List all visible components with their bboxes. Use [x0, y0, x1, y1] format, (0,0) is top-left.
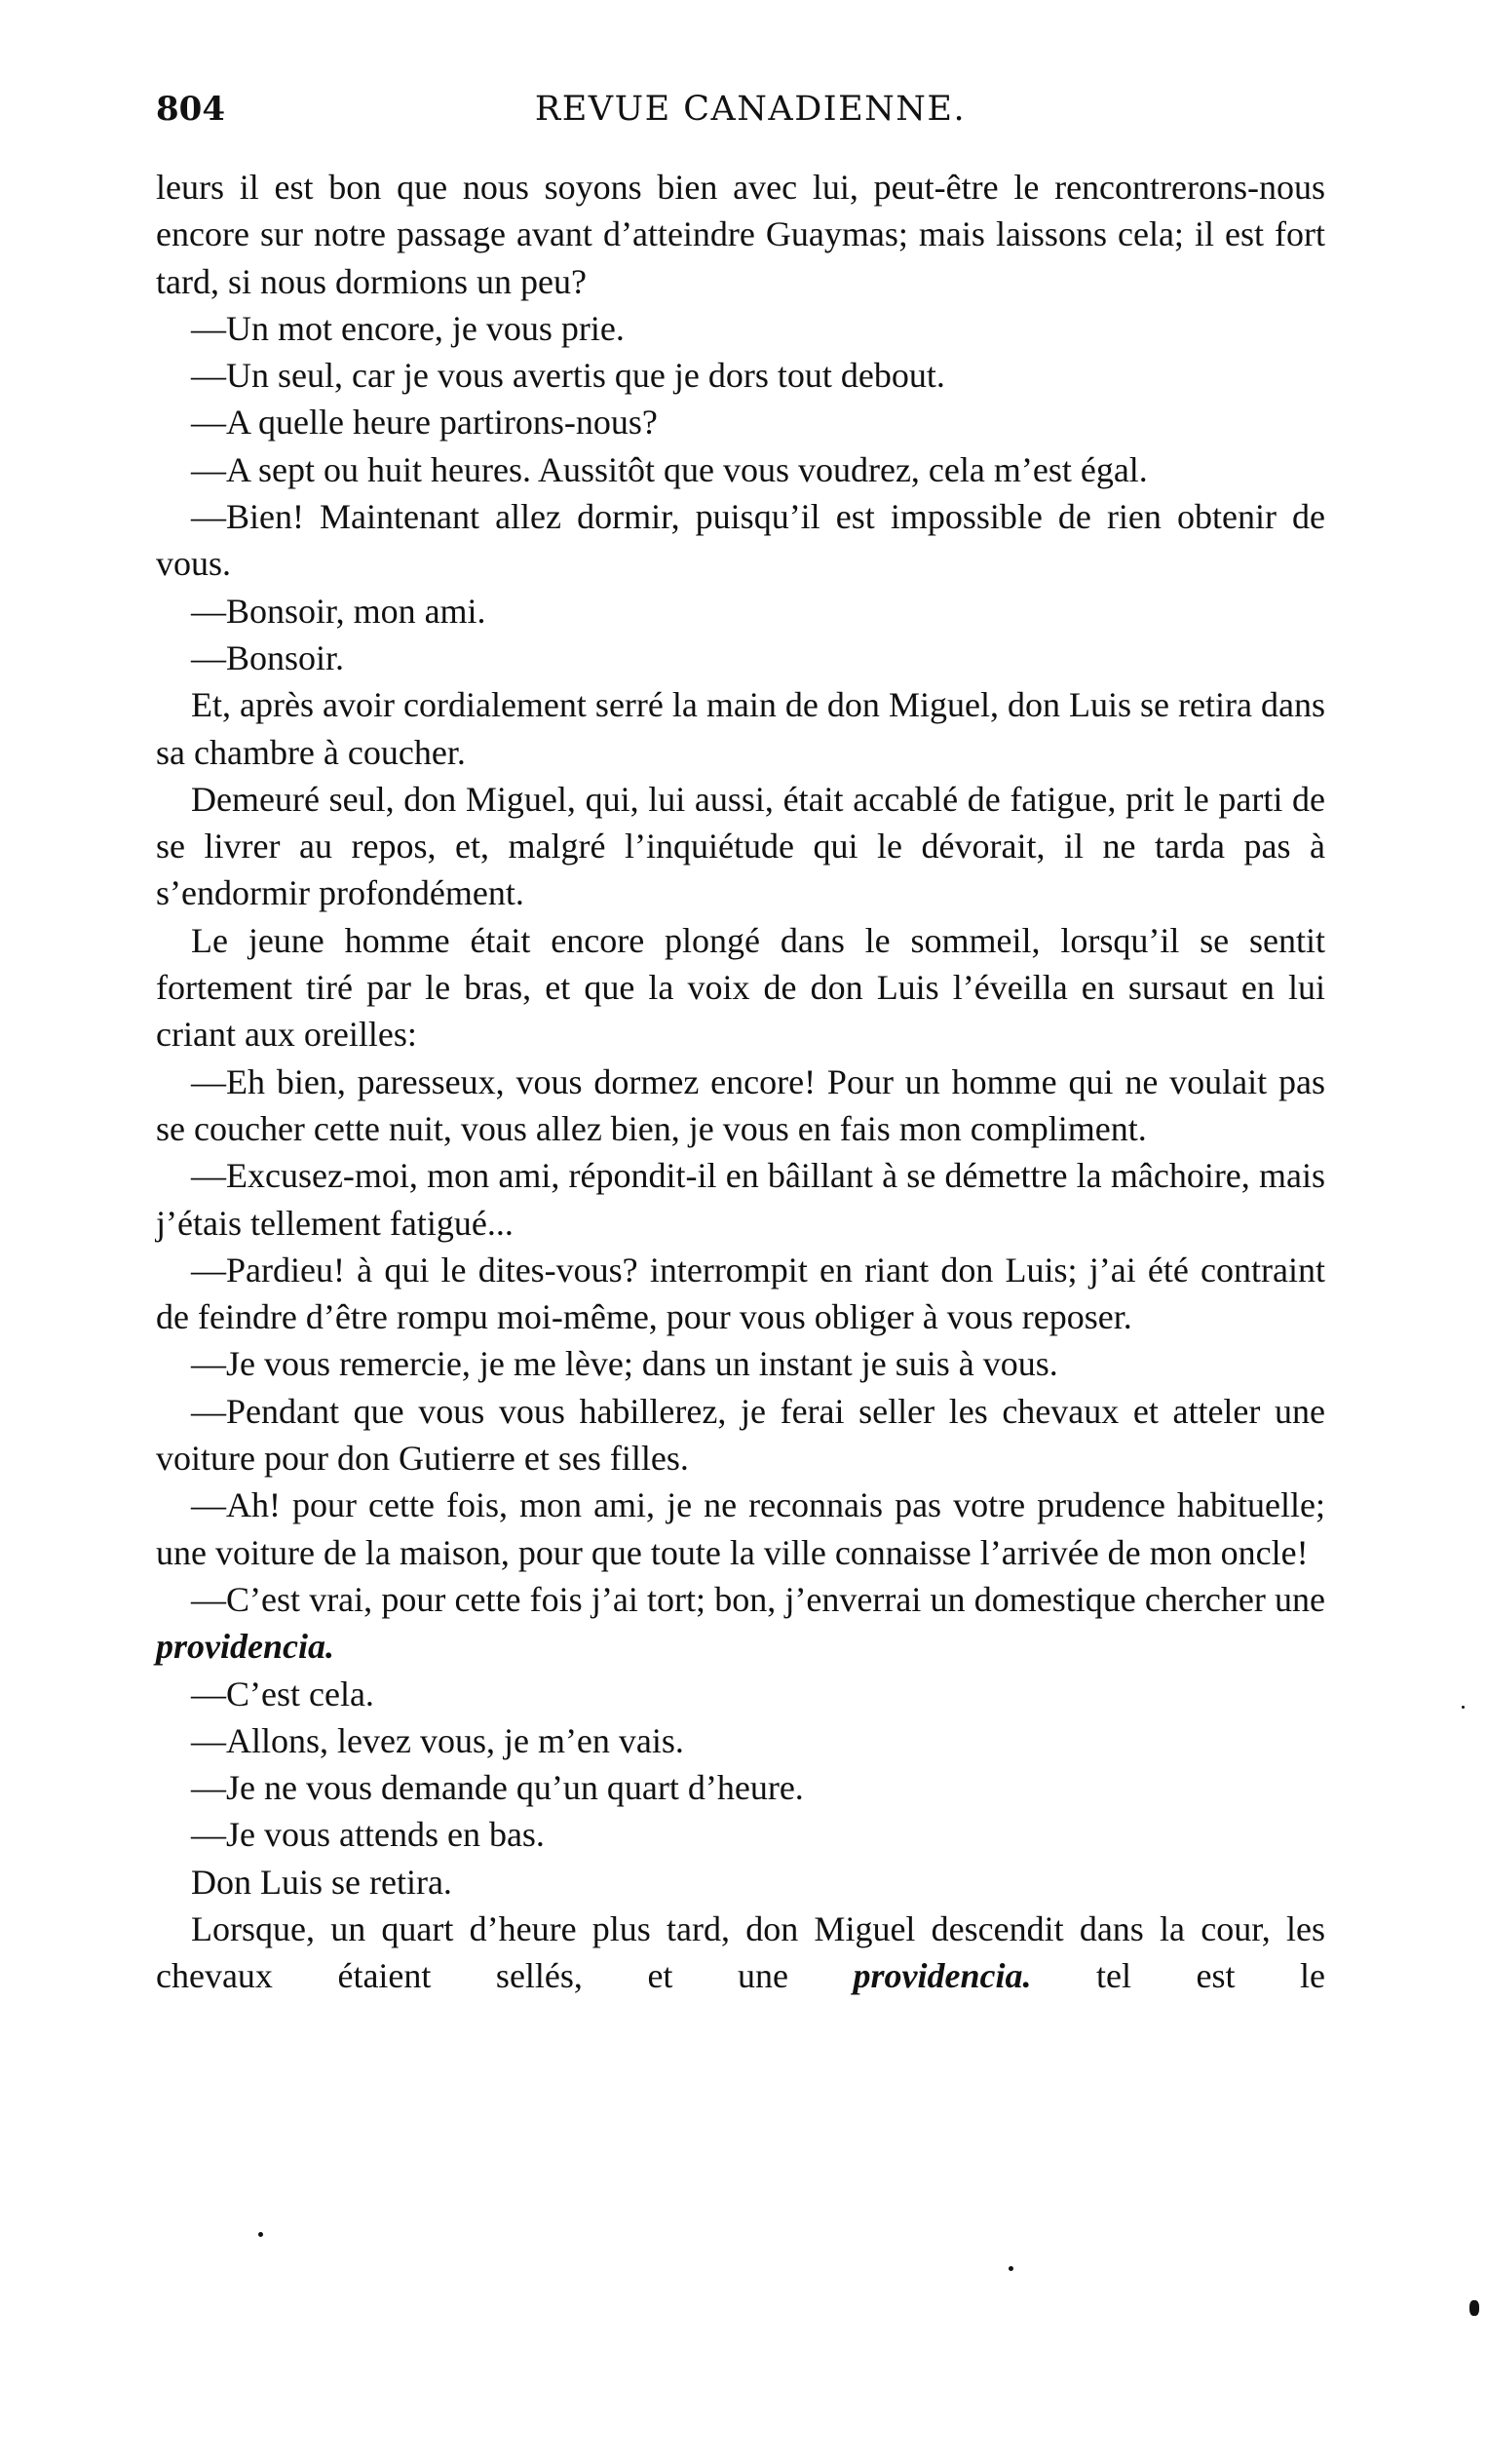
dialogue-line: —A sept ou huit heures. Aussitôt que vous voudrez, cela m’est égal.: [191, 449, 1148, 489]
dialogue-line: —Pendant que vous vous habillerez, je ferai seller les chevaux et atteler une voiture pour don Gutierre et ses filles.: [156, 1391, 1325, 1479]
paragraph: Et, après avoir cordialement serré la main de don Miguel, don Luis se retira dans sa chambre à coucher.: [156, 685, 1325, 772]
dialogue-line: —Je ne vous demande qu’un quart d’heure.: [191, 1768, 804, 1808]
dialogue-line: —Je vous remercie, je me lève; dans un instant je suis à vous.: [191, 1344, 1058, 1384]
dialogue-line: —Pardieu! à qui le dites-vous? interrompit en riant don Luis; j’ai été contraint de feindre d’être rompu moi-même, pour vous obliger à vous reposer.: [156, 1250, 1325, 1337]
dialogue-line: [156, 1576, 1325, 1671]
dialogue-line: —Bonsoir, mon ami.: [191, 591, 486, 631]
page-header: [156, 86, 1345, 140]
running-title: REVUE CANADIENNE.: [534, 90, 967, 129]
print-speck: [1462, 1706, 1465, 1709]
dialogue-line: —Je vous attends en bas.: [191, 1815, 545, 1855]
paragraph: leurs il est bon que nous soyons bien avec lui, peut-être le rencontrerons-nous encore sur notre passage avant d’atteindre Guaymas; mais laissons cela; il est fort tard, si nous dormions un peu?: [156, 168, 1325, 301]
dialogue-text: —C’est vrai, pour cette fois j’ai tort; bon, j’enverrai un domestique chercher une: [191, 1579, 1325, 1619]
dialogue-line: —Un mot encore, je vous prie.: [191, 308, 625, 348]
dialogue-line: —C’est cela.: [191, 1674, 374, 1713]
paragraph: [156, 1906, 1325, 2000]
dialogue-line: —Eh bien, paresseux, vous dormez encore! Pour un homme qui ne voulait pas se coucher cette nuit, vous allez bien, je vous en fais mon compliment.: [156, 1061, 1325, 1148]
dialogue-line: —Bien! Maintenant allez dormir, puisqu’il est impossible de rien obtenir de vous.: [156, 497, 1325, 584]
paragraph: Don Luis se retira.: [191, 1862, 452, 1902]
dialogue-line: —Allons, levez vous, je m’en vais.: [191, 1720, 684, 1760]
dialogue-line: —Excusez-moi, mon ami, répondit-il en bâillant à se démettre la mâchoire, mais j’étais tellement fatigué...: [156, 1156, 1325, 1243]
paragraph: Le jeune homme était encore plongé dans le sommeil, lorsqu’il se sentit fortement tiré par le bras, et que la voix de don Luis l’éveilla en sursaut en lui criant aux oreilles:: [156, 920, 1325, 1055]
italic-word: providencia.: [156, 1627, 334, 1667]
print-speck: [1469, 2300, 1479, 2316]
paragraph-text: tel est le: [1095, 1956, 1325, 1996]
dialogue-line: —Ah! pour cette fois, mon ami, je ne reconnais pas votre prudence habituelle; une voiture de la maison, pour que toute la ville connaisse l’arrivée de mon oncle!: [156, 1485, 1325, 1572]
dialogue-line: —Bonsoir.: [191, 637, 345, 677]
italic-word: providencia.: [853, 1956, 1032, 1996]
paragraph: Demeuré seul, don Miguel, qui, lui aussi, était accablé de fatigue, prit le parti de se livrer au repos, et, malgré l’inquiétude qui le dévorait, il ne tarda pas à s’endormir profondément.: [156, 779, 1325, 913]
page-number: 804: [156, 90, 225, 129]
dialogue-line: —Un seul, car je vous avertis que je dors tout debout.: [191, 356, 945, 396]
print-speck: [258, 2232, 263, 2237]
paragraph-text: Lorsque, un quart d’heure plus tard, don Miguel descendit dans la cour, les chevaux étaient sellés, et une: [156, 1908, 1325, 1996]
dialogue-line: —A quelle heure partirons-nous?: [191, 403, 658, 443]
print-speck: [1009, 2266, 1013, 2271]
body-text: [156, 164, 1325, 2000]
